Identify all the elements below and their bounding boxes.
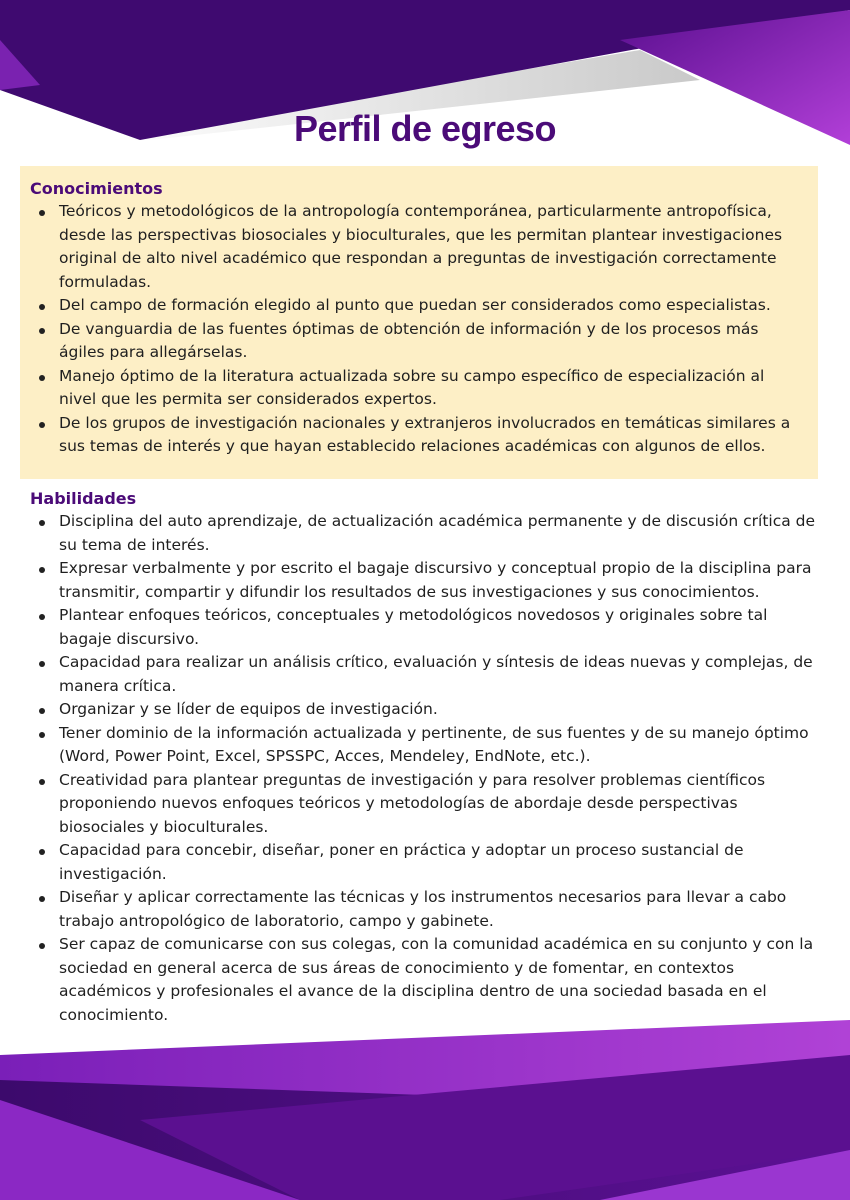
bullet-icon [39,896,45,902]
knowledge-list [30,200,802,459]
list-item: Creatividad para plantear preguntas de investigación y para resolver problemas científicos proponiendo nuevos enfoques teóricos y metodologías de abordaje desde perspectivas biosociales y bioculturales. [30,769,818,840]
bullet-icon [39,614,45,620]
skills-list [30,510,818,1027]
bullet-icon [39,661,45,667]
bullet-icon [39,210,45,216]
list-item: Organizar y se líder de equipos de investigación. [30,698,818,722]
bullet-icon [39,328,45,334]
knowledge-section [20,166,818,479]
list-item: Manejo óptimo de la literatura actualizada sobre su campo específico de especialización al nivel que les permita ser considerados expertos. [30,365,802,412]
list-item: Tener dominio de la información actualizada y pertinente, de sus fuentes y de su manejo óptimo (Word, Power Point, Excel, SPSSPC, Acces, Mendeley, EndNote, etc.). [30,722,818,769]
list-item: De los grupos de investigación nacionales y extranjeros involucrados en temáticas similares a sus temas de interés y que hayan establecido relaciones académicas con algunos de ellos. [30,412,802,459]
list-item: De vanguardia de las fuentes óptimas de obtención de información y de los procesos más ágiles para allegárselas. [30,318,802,365]
list-item: Ser capaz de comunicarse con sus colegas, con la comunidad académica en su conjunto y con la sociedad en general acerca de sus áreas de conocimiento y de fomentar, en contextos académicos y profesionales el avance de la disciplina dentro de una sociedad basada en el conocimiento. [30,933,818,1027]
bullet-icon [39,849,45,855]
bullet-icon [39,375,45,381]
bullet-icon [39,422,45,428]
bullet-icon [39,779,45,785]
bullet-icon [39,943,45,949]
list-item: Disciplina del auto aprendizaje, de actualización académica permanente y de discusión crítica de su tema de interés. [30,510,818,557]
list-item: Diseñar y aplicar correctamente las técnicas y los instrumentos necesarios para llevar a cabo trabajo antropológico de laboratorio, campo y gabinete. [30,886,818,933]
list-item: Teóricos y metodológicos de la antropología contemporánea, particularmente antropofísica, desde las perspectivas biosociales y bioculturales, que les permitan plantear investigaciones original de alto nivel académico que respondan a preguntas de investigación correctamente formuladas. [30,200,802,294]
list-item: Plantear enfoques teóricos, conceptuales y metodológicos novedosos y originales sobre tal bagaje discursivo. [30,604,818,651]
bullet-icon [39,520,45,526]
page-title: Perfil de egreso [293,108,557,149]
bullet-icon [39,732,45,738]
bullet-icon [39,567,45,573]
skills-heading: Habilidades [30,489,137,508]
list-item: Expresar verbalmente y por escrito el bagaje discursivo y conceptual propio de la disciplina para transmitir, compartir y difundir los resultados de sus investigaciones y sus conocimientos. [30,557,818,604]
knowledge-heading: Conocimientos [30,179,163,198]
skills-section [20,484,818,1027]
bullet-icon [39,708,45,714]
list-item: Capacidad para realizar un análisis crítico, evaluación y síntesis de ideas nuevas y complejas, de manera crítica. [30,651,818,698]
list-item: Capacidad para concebir, diseñar, poner en práctica y adoptar un proceso sustancial de investigación. [30,839,818,886]
list-item: Del campo de formación elegido al punto que puedan ser considerados como especialistas. [30,294,802,318]
bullet-icon [39,304,45,310]
